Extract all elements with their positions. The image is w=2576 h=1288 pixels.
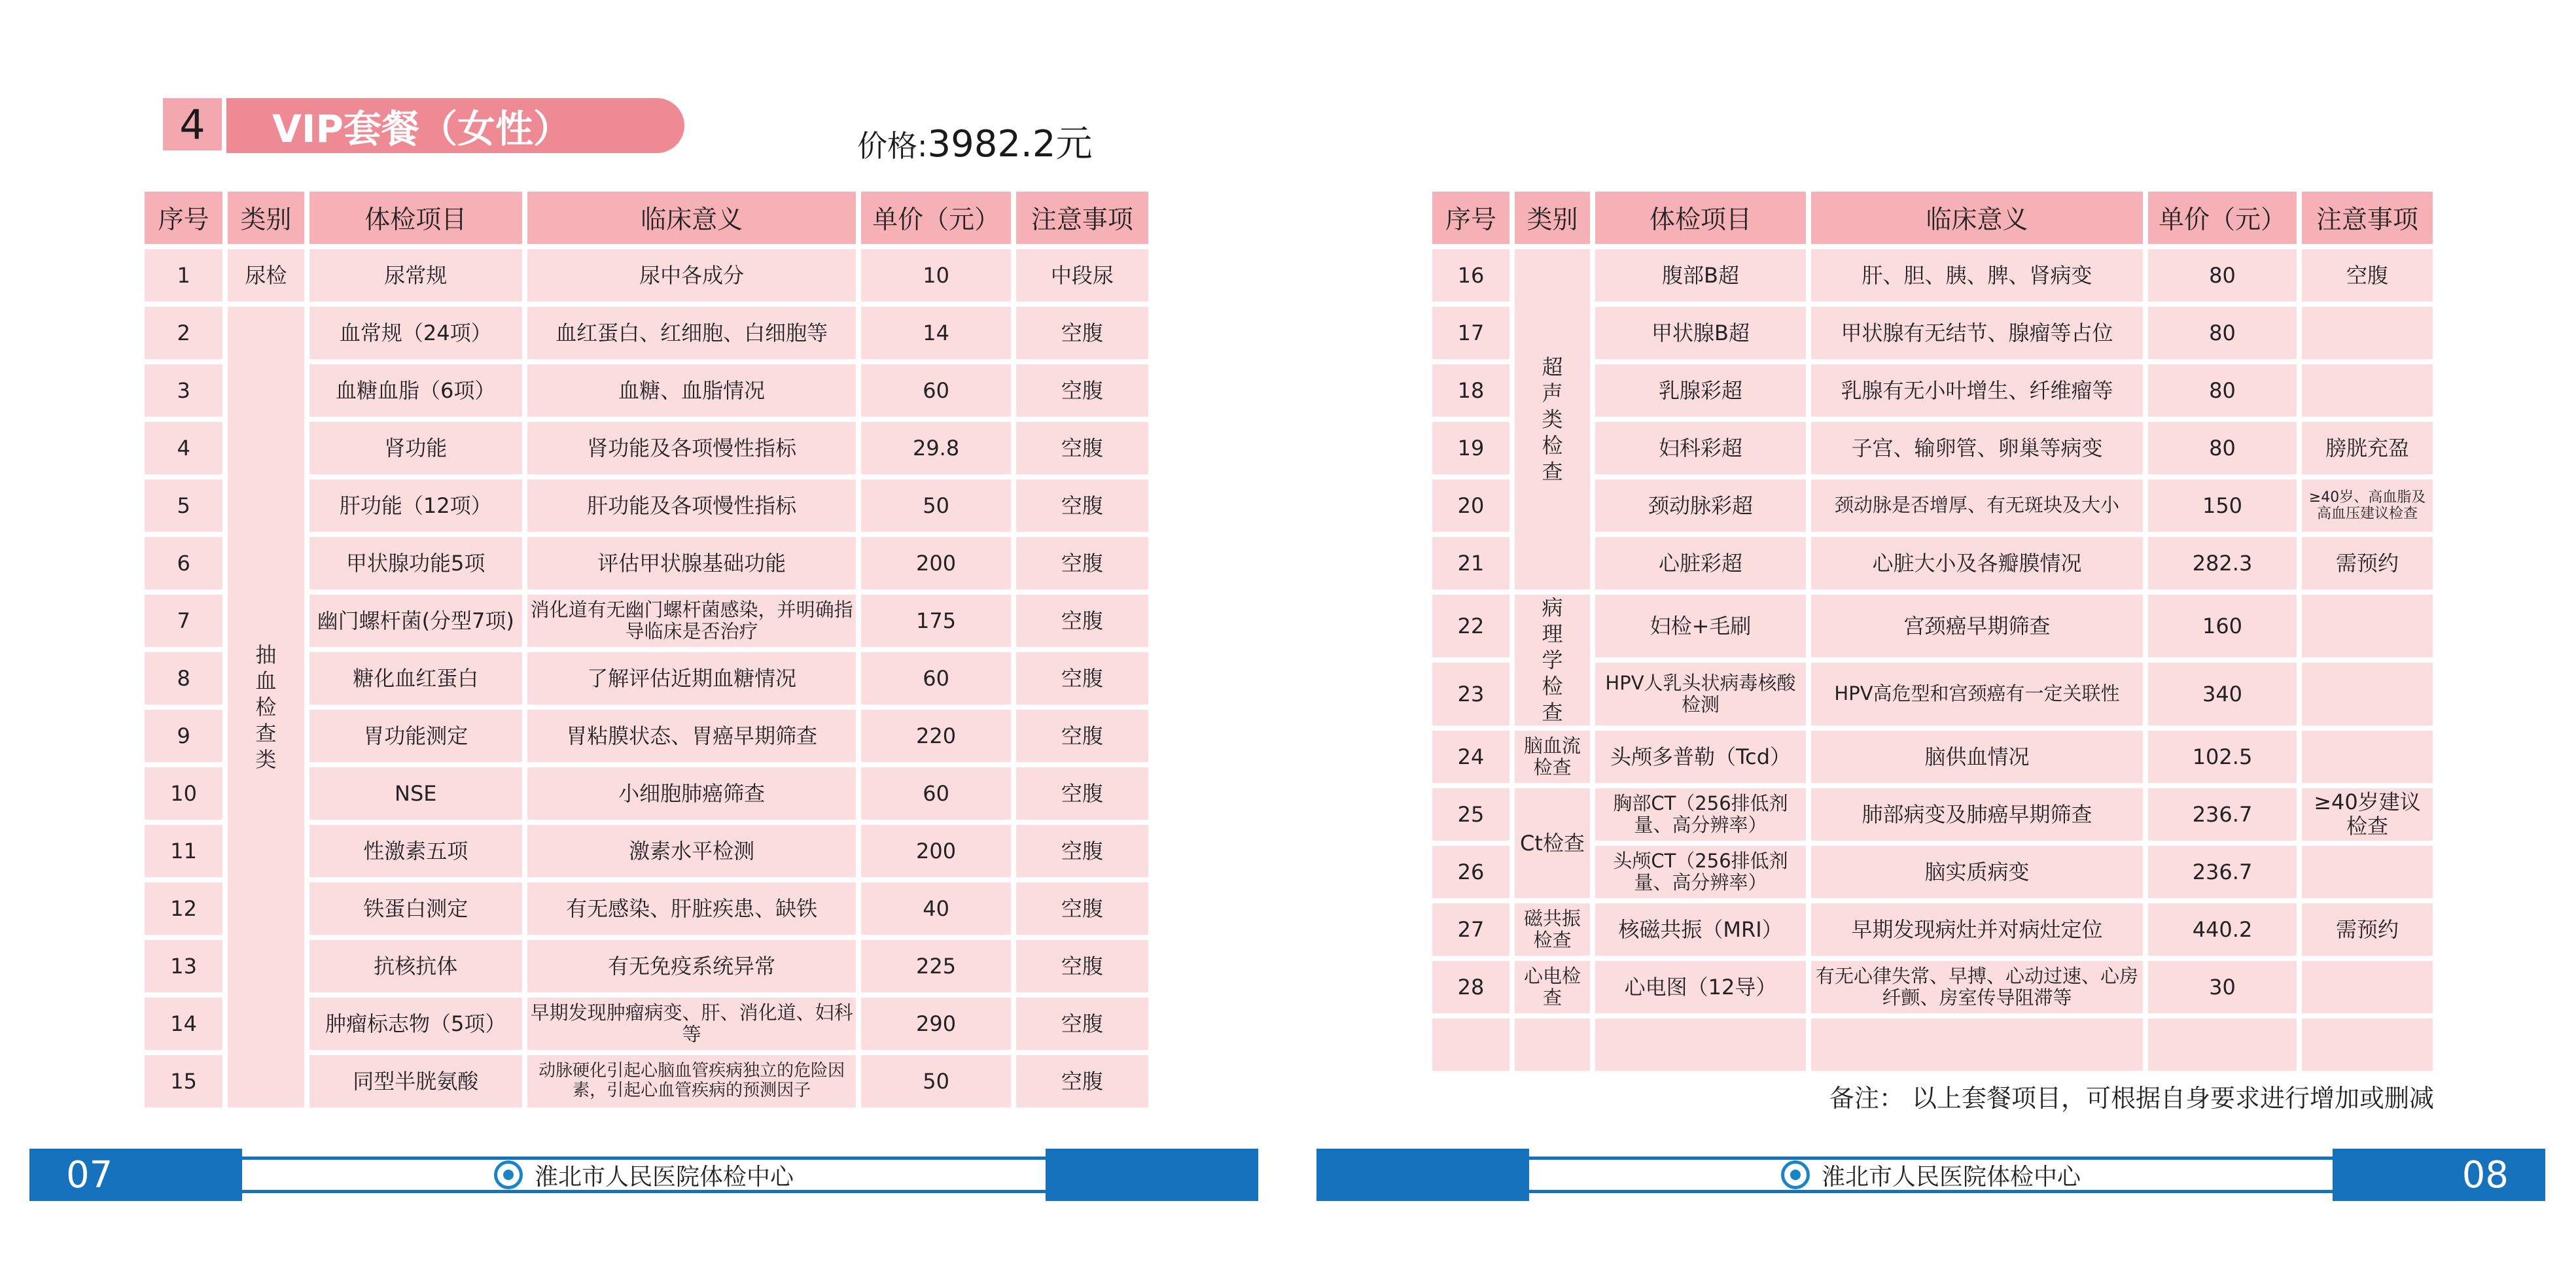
row-meaning: 肺部病变及肺癌早期筛查 — [1811, 788, 2143, 841]
footer-right-page-tab — [2333, 1149, 2545, 1201]
row-price: 175 — [861, 595, 1010, 647]
row-notice: ≥40岁、高血脂及高血压建议检查 — [2302, 479, 2433, 532]
header-no: 序号 — [145, 192, 222, 244]
row-item: 腹部B超 — [1595, 249, 1806, 302]
row-no: 17 — [1432, 307, 1509, 359]
row-meaning: 甲状腺有无结节、腺瘤等占位 — [1811, 307, 2143, 359]
row-item: 甲状腺B超 — [1595, 307, 1806, 359]
table-row — [1432, 961, 2433, 1013]
row-item: 铁蛋白测定 — [309, 882, 522, 935]
row-notice — [2302, 307, 2433, 359]
row-no: 4 — [145, 422, 222, 474]
row-meaning: 评估甲状腺基础功能 — [527, 537, 856, 589]
row-meaning: 早期发现肿瘤病变、肝、消化道、妇科等 — [527, 998, 856, 1050]
row-notice: 膀胱充盈 — [2302, 422, 2433, 474]
header-price: 单价（元） — [861, 192, 1010, 244]
table-row — [1432, 595, 2433, 657]
row-price: 80 — [2148, 307, 2297, 359]
row-item: NSE — [309, 767, 522, 820]
row-price: 200 — [861, 825, 1010, 877]
row-notice: 需预约 — [2302, 903, 2433, 956]
footer-hospital-name: 淮北市人民医院体检中心 — [1821, 1163, 2081, 1191]
row-notice: 空腹 — [1016, 767, 1148, 820]
empty-cell — [1432, 1018, 1509, 1071]
price-label: 价格: — [857, 128, 928, 164]
table-header-row — [1432, 192, 2433, 244]
row-meaning: 肾功能及各项慢性指标 — [527, 422, 856, 474]
row-price: 30 — [2148, 961, 2297, 1013]
row-item: 颈动脉彩超 — [1595, 479, 1806, 532]
footer-left-banner — [242, 1157, 1046, 1193]
row-item: 胸部CT（256排低剂量、高分辨率） — [1595, 788, 1806, 841]
hospital-logo-icon — [494, 1160, 523, 1189]
row-no: 13 — [145, 940, 222, 992]
row-meaning: 尿中各成分 — [527, 249, 856, 302]
price — [857, 115, 1092, 167]
row-item: 尿常规 — [309, 249, 522, 302]
row-item: 胃功能测定 — [309, 710, 522, 762]
row-price: 50 — [861, 1055, 1010, 1107]
row-item: 肾功能 — [309, 422, 522, 474]
row-notice: 中段尿 — [1016, 249, 1148, 302]
row-price: 440.2 — [2148, 903, 2297, 956]
row-no: 10 — [145, 767, 222, 820]
row-item: 性激素五项 — [309, 825, 522, 877]
row-meaning: 有无心律失常、早搏、心动过速、心房纤颤、房室传导阻滞等 — [1811, 961, 2143, 1013]
table-row — [1432, 788, 2433, 841]
category-cell: 心电检查 — [1515, 961, 1590, 1013]
row-notice: 空腹 — [1016, 595, 1148, 647]
row-price: 150 — [2148, 479, 2297, 532]
right-exam-table — [1427, 186, 2438, 1076]
footer-right-banner — [1529, 1157, 2333, 1193]
row-price: 10 — [861, 249, 1010, 302]
row-item: 心脏彩超 — [1595, 537, 1806, 589]
header-category: 类别 — [228, 192, 304, 244]
category-pathology-label: 病理学检查 — [1542, 595, 1563, 725]
row-no: 28 — [1432, 961, 1509, 1013]
row-item: 妇科彩超 — [1595, 422, 1806, 474]
row-no: 8 — [145, 652, 222, 705]
row-meaning: 肝功能及各项慢性指标 — [527, 479, 856, 532]
footer-hospital-name: 淮北市人民医院体检中心 — [534, 1163, 794, 1191]
row-meaning: 血糖、血脂情况 — [527, 364, 856, 417]
category-cell: 尿检 — [228, 249, 304, 302]
row-meaning: 胃粘膜状态、胃癌早期筛查 — [527, 710, 856, 762]
row-no: 5 — [145, 479, 222, 532]
header-item: 体检项目 — [309, 192, 522, 244]
row-no: 15 — [145, 1055, 222, 1107]
row-price: 14 — [861, 307, 1010, 359]
table-row — [1432, 249, 2433, 302]
header-notice: 注意事项 — [1016, 192, 1148, 244]
row-no: 12 — [145, 882, 222, 935]
row-price: 282.3 — [2148, 537, 2297, 589]
header-item: 体检项目 — [1595, 192, 1806, 244]
row-item: 肿瘤标志物（5项） — [309, 998, 522, 1050]
header-no: 序号 — [1432, 192, 1509, 244]
row-item: 血常规（24项） — [309, 307, 522, 359]
row-notice — [2302, 595, 2433, 657]
row-notice: 空腹 — [1016, 940, 1148, 992]
row-item: 血糖血脂（6项） — [309, 364, 522, 417]
row-meaning: 激素水平检测 — [527, 825, 856, 877]
row-no: 25 — [1432, 788, 1509, 841]
row-item: 幽门螺杆菌(分型7项) — [309, 595, 522, 647]
row-meaning: 脑供血情况 — [1811, 731, 2143, 783]
row-item: 头颅多普勒（Tcd） — [1595, 731, 1806, 783]
row-notice: 空腹 — [1016, 422, 1148, 474]
row-meaning: HPV高危型和宫颈癌有一定关联性 — [1811, 663, 2143, 725]
row-no: 20 — [1432, 479, 1509, 532]
row-no: 24 — [1432, 731, 1509, 783]
remark-note: 备注： 以上套餐项目，可根据自身要求进行增加或删减 — [1829, 1084, 2434, 1113]
row-item: 核磁共振（MRI） — [1595, 903, 1806, 956]
row-notice: 需预约 — [2302, 537, 2433, 589]
row-price: 290 — [861, 998, 1010, 1050]
footer-right-start-block — [1316, 1149, 1529, 1201]
left-exam-table — [139, 186, 1154, 1113]
package-number: 4 — [163, 98, 222, 150]
row-item: 同型半胱氨酸 — [309, 1055, 522, 1107]
row-meaning: 宫颈癌早期筛查 — [1811, 595, 2143, 657]
category-ultrasound-label: 超声类检查 — [1542, 355, 1563, 484]
row-no: 1 — [145, 249, 222, 302]
row-price: 29.8 — [861, 422, 1010, 474]
row-notice: 空腹 — [2302, 249, 2433, 302]
row-price: 200 — [861, 537, 1010, 589]
row-no: 16 — [1432, 249, 1509, 302]
row-item: HPV人乳头状病毒核酸检测 — [1595, 663, 1806, 725]
row-item: 甲状腺功能5项 — [309, 537, 522, 589]
row-price: 225 — [861, 940, 1010, 992]
row-no: 27 — [1432, 903, 1509, 956]
table-row — [145, 249, 1148, 302]
empty-cell — [1811, 1018, 2143, 1071]
row-meaning: 心脏大小及各瓣膜情况 — [1811, 537, 2143, 589]
hospital-logo-icon — [1781, 1160, 1810, 1189]
row-no: 11 — [145, 825, 222, 877]
table-header-row — [145, 192, 1148, 244]
row-price: 50 — [861, 479, 1010, 532]
category-cell — [1515, 595, 1590, 725]
row-price: 40 — [861, 882, 1010, 935]
row-meaning: 有无免疫系统异常 — [527, 940, 856, 992]
row-item: 抗核抗体 — [309, 940, 522, 992]
row-no: 7 — [145, 595, 222, 647]
table-row — [145, 307, 1148, 359]
row-notice: 空腹 — [1016, 364, 1148, 417]
row-price: 60 — [861, 364, 1010, 417]
row-notice — [2302, 846, 2433, 898]
row-no: 19 — [1432, 422, 1509, 474]
row-price: 236.7 — [2148, 788, 2297, 841]
row-meaning: 颈动脉是否增厚、有无斑块及大小 — [1811, 479, 2143, 532]
row-no: 26 — [1432, 846, 1509, 898]
row-no: 6 — [145, 537, 222, 589]
empty-row — [1432, 1018, 2433, 1071]
row-price: 60 — [861, 652, 1010, 705]
row-item: 糖化血红蛋白 — [309, 652, 522, 705]
row-item: 头颅CT（256排低剂量、高分辨率） — [1595, 846, 1806, 898]
row-price: 60 — [861, 767, 1010, 820]
row-no: 9 — [145, 710, 222, 762]
row-price: 236.7 — [2148, 846, 2297, 898]
row-meaning: 血红蛋白、红细胞、白细胞等 — [527, 307, 856, 359]
empty-cell — [1595, 1018, 1806, 1071]
row-meaning: 消化道有无幽门螺杆菌感染，并明确指导临床是否治疗 — [527, 595, 856, 647]
header-price: 单价（元） — [2148, 192, 2297, 244]
row-notice: 空腹 — [1016, 652, 1148, 705]
empty-cell — [2302, 1018, 2433, 1071]
empty-cell — [1515, 1018, 1590, 1071]
row-notice — [2302, 731, 2433, 783]
row-notice — [2302, 961, 2433, 1013]
row-item: 肝功能（12项） — [309, 479, 522, 532]
row-no: 22 — [1432, 595, 1509, 657]
table-row — [1432, 903, 2433, 956]
row-notice: 空腹 — [1016, 479, 1148, 532]
row-meaning: 了解评估近期血糖情况 — [527, 652, 856, 705]
category-cell — [1515, 249, 1590, 589]
row-price: 80 — [2148, 249, 2297, 302]
row-meaning: 小细胞肺癌筛查 — [527, 767, 856, 820]
table-row — [1432, 731, 2433, 783]
package-title: VIP套餐（女性） — [226, 98, 684, 153]
category-cell — [228, 307, 304, 1107]
category-blood-label: 抽血检查类 — [255, 642, 277, 772]
row-item: 乳腺彩超 — [1595, 364, 1806, 417]
row-item: 心电图（12导） — [1595, 961, 1806, 1013]
header-meaning: 临床意义 — [527, 192, 856, 244]
footer-left-end-block — [1046, 1149, 1258, 1201]
row-no: 2 — [145, 307, 222, 359]
row-no: 3 — [145, 364, 222, 417]
row-meaning: 乳腺有无小叶增生、纤维瘤等 — [1811, 364, 2143, 417]
row-no: 14 — [145, 998, 222, 1050]
row-notice — [2302, 663, 2433, 725]
row-notice: 空腹 — [1016, 882, 1148, 935]
category-cell: 脑血流检查 — [1515, 731, 1590, 783]
row-notice: 空腹 — [1016, 1055, 1148, 1107]
empty-cell — [2148, 1018, 2297, 1071]
row-price: 102.5 — [2148, 731, 2297, 783]
row-notice: ≥40岁建议检查 — [2302, 788, 2433, 841]
row-meaning: 动脉硬化引起心脑血管疾病独立的危险因素，引起心血管疾病的预测因子 — [527, 1055, 856, 1107]
footer-left-page-tab — [29, 1149, 242, 1201]
row-notice: 空腹 — [1016, 998, 1148, 1050]
row-no: 23 — [1432, 663, 1509, 725]
header-notice: 注意事项 — [2302, 192, 2433, 244]
row-price: 340 — [2148, 663, 2297, 725]
row-meaning: 子宫、输卵管、卵巢等病变 — [1811, 422, 2143, 474]
row-no: 21 — [1432, 537, 1509, 589]
category-cell: Ct检查 — [1515, 788, 1590, 898]
row-notice: 空腹 — [1016, 710, 1148, 762]
row-meaning: 早期发现病灶并对病灶定位 — [1811, 903, 2143, 956]
row-notice: 空腹 — [1016, 537, 1148, 589]
category-cell: 磁共振检查 — [1515, 903, 1590, 956]
row-no: 18 — [1432, 364, 1509, 417]
row-meaning: 脑实质病变 — [1811, 846, 2143, 898]
row-meaning: 肝、胆、胰、脾、肾病变 — [1811, 249, 2143, 302]
price-value: 3982.2元 — [927, 123, 1093, 165]
page-number-right: 08 — [2461, 1153, 2509, 1196]
row-item: 妇检+毛刷 — [1595, 595, 1806, 657]
header-category: 类别 — [1515, 192, 1590, 244]
row-price: 80 — [2148, 422, 2297, 474]
row-meaning: 有无感染、肝脏疾患、缺铁 — [527, 882, 856, 935]
row-notice: 空腹 — [1016, 825, 1148, 877]
row-price: 220 — [861, 710, 1010, 762]
header-meaning: 临床意义 — [1811, 192, 2143, 244]
row-price: 160 — [2148, 595, 2297, 657]
page-number-left: 07 — [66, 1153, 113, 1196]
row-notice: 空腹 — [1016, 307, 1148, 359]
row-notice — [2302, 364, 2433, 417]
row-price: 80 — [2148, 364, 2297, 417]
